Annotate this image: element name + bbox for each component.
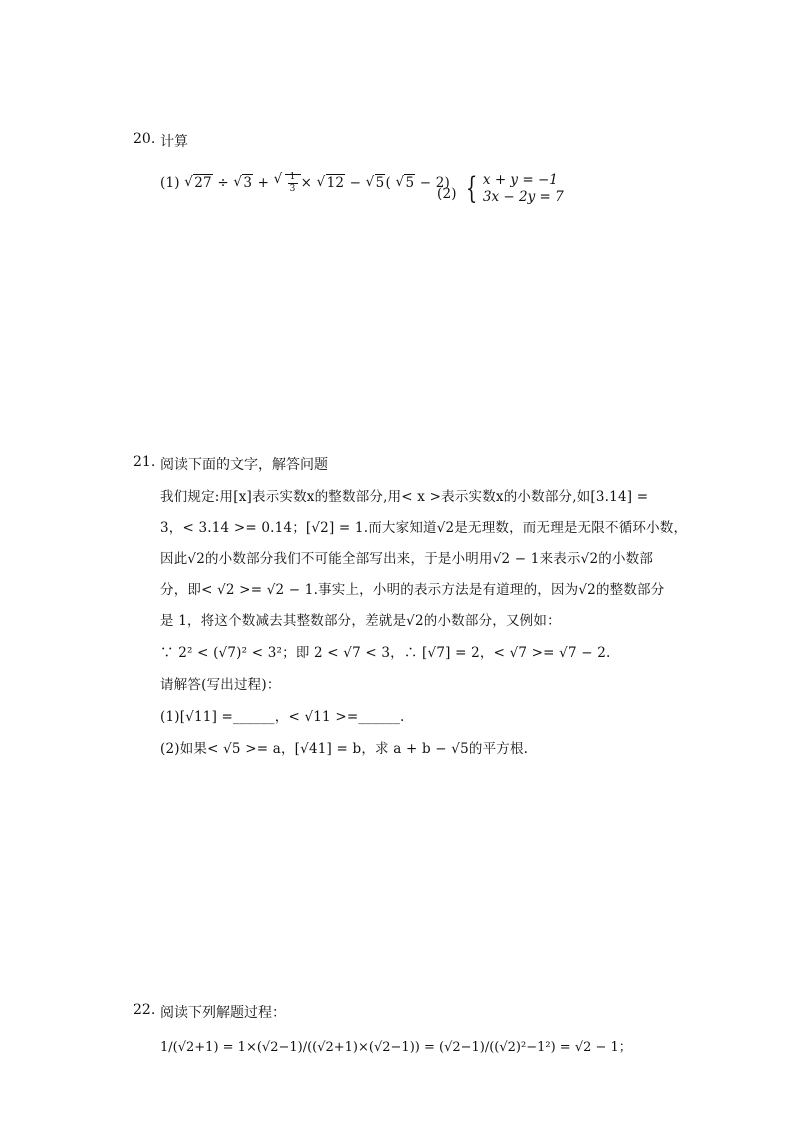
question-22-title: 阅读下列解题过程： (160, 1005, 286, 1021)
question-20-number: 20. (133, 131, 156, 147)
q21-paragraph-line-6: ∵ 2² < (√7)² < 3²；即 2 < √7 < 3，∴ [√7] = 2，< √7 >= √7 − 2. (160, 645, 611, 661)
q21-paragraph-line-1: 我们规定:用[x]表示实数x的整数部分,用< x >表示实数x的小数部分,如[3.14] = (160, 489, 649, 505)
equation-system (462, 172, 564, 206)
question-20-title: 计算 (160, 134, 188, 150)
q20-equation-2: 3x − 2y = 7 (482, 189, 564, 205)
q21-paragraph-line-4: 分，即< √2 >= √2 − 1.事实上，小明的表示方法是有道理的，因为√2的整数部分 (160, 582, 665, 598)
q20-part2-label: (2) (437, 186, 457, 202)
q20-equation-1: x + y = −1 (482, 172, 558, 188)
q21-paragraph-line-3: 因此√2的小数部分我们不可能全部写出来，于是小明用√2 − 1来表示√2的小数部 (160, 551, 654, 567)
q22-expression: 1/(√2+1) = 1×(√2−1)/((√2+1)×(√2−1)) = (√2−1)/((√2)²−1²) = √2 − 1； (160, 1040, 632, 1055)
q21-prompt: 请解答(写出过程)： (160, 677, 281, 693)
q20-part2 (437, 172, 564, 206)
question-22-number: 22. (133, 1002, 156, 1018)
q20-part1-label: (1) (160, 175, 180, 191)
left-brace-icon: { (465, 171, 478, 206)
q21-subquestion-2: (2)如果< √5 >= a，[√41] = b，求 a + b − √5的平方根. (160, 741, 529, 757)
question-21-title: 阅读下面的文字，解答问题 (160, 457, 328, 473)
q21-paragraph-line-5: 是 1，将这个数减去其整数部分，差就是√2的小数部分，又例如： (160, 613, 561, 629)
q21-subquestion-1: (1)[√11] =______，< √11 >=______. (160, 709, 405, 725)
question-21-number: 21. (133, 454, 156, 470)
q21-paragraph-line-2: 3，< 3.14 >= 0.14；[√2] = 1.而大家知道√2是无理数，而无理是无限不循环小数， (160, 520, 688, 536)
question-20-body (160, 172, 450, 208)
q20-part1-expression: √ 27 ÷ √ 3 + √ $\frac{1}{3}$ × √ 12 − √ 5( √ 5 − 2) (184, 175, 450, 191)
